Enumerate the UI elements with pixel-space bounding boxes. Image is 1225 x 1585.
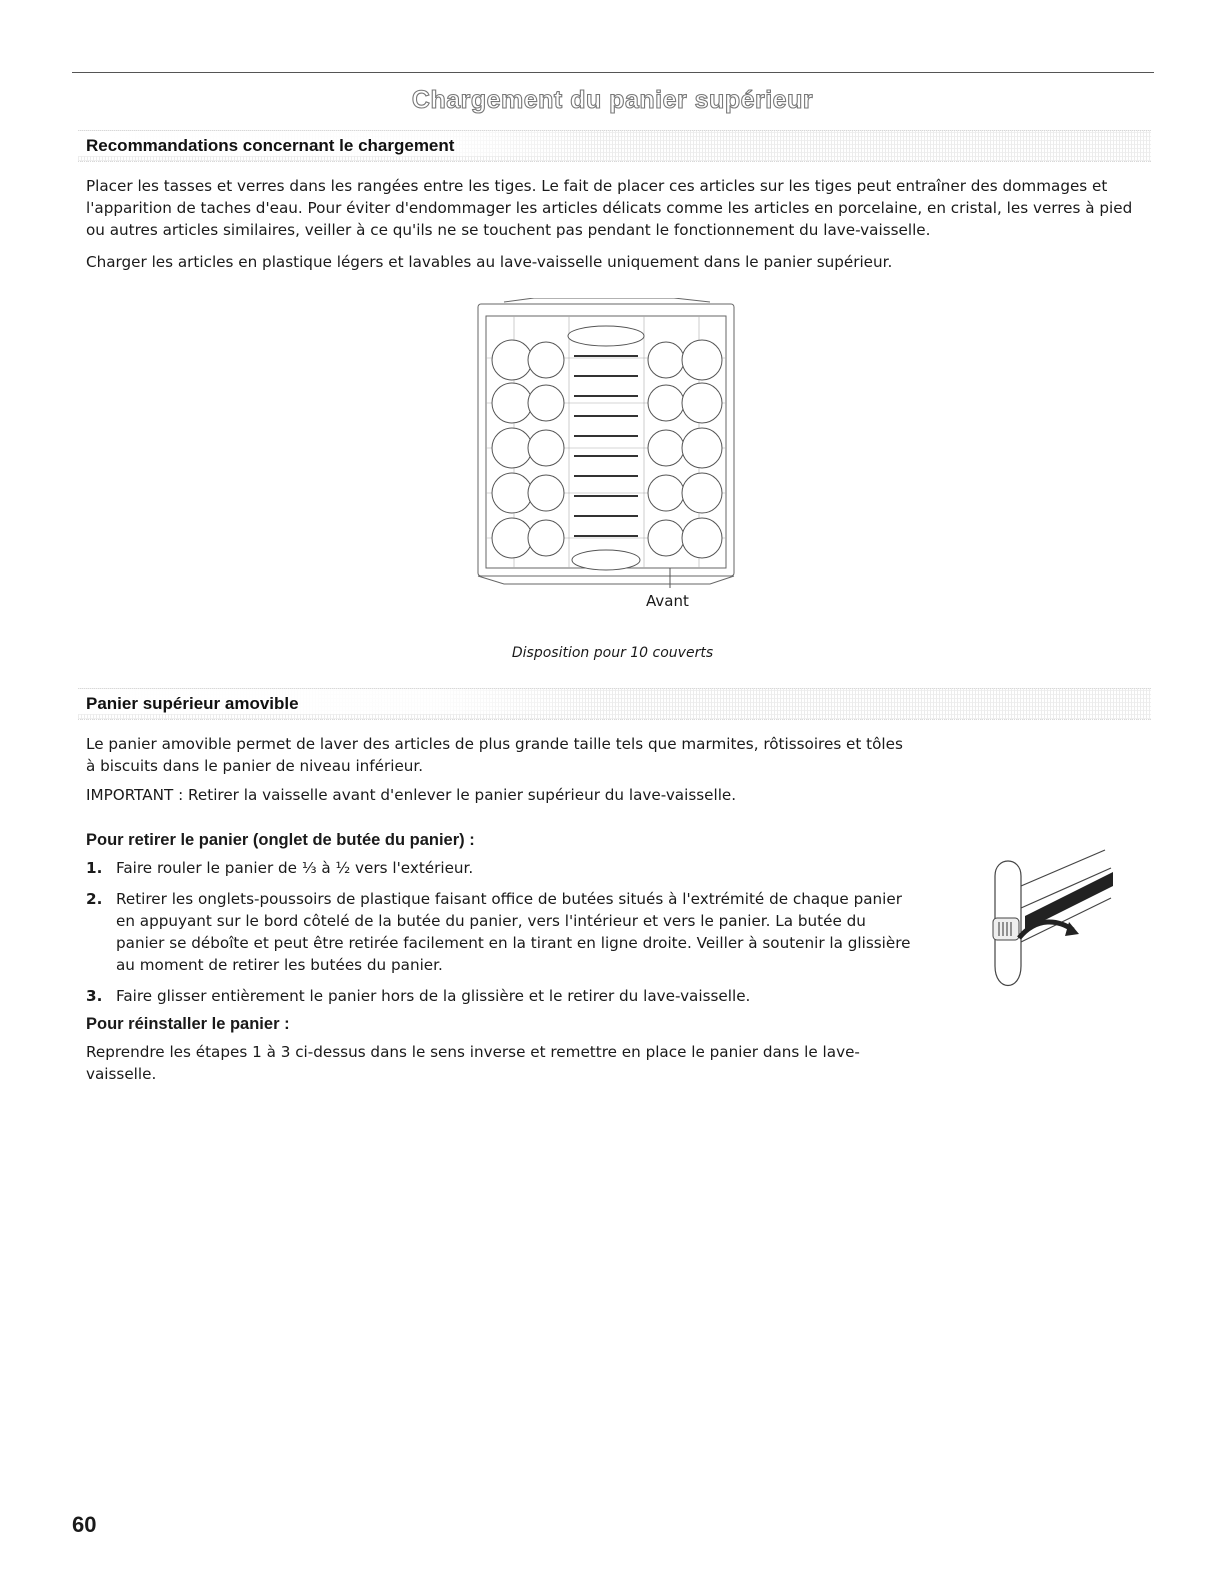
front-label: Avant	[646, 592, 689, 610]
list-item	[86, 888, 916, 976]
reinstall-paragraph: Reprendre les étapes 1 à 3 ci-dessus dans le sens inverse et remettre en place le panier dans le lave-vaisselle.	[86, 1043, 860, 1083]
figure-caption: Disposition pour 10 couverts	[511, 645, 714, 661]
loading-paragraph: Placer les tasses et verres dans les rangées entre les tiges. Le fait de placer ces articles sur les tiges peut entraîner des dommages et l'apparition de taches d'eau. Pour éviter d'endommager les articles délicats comme les articles en porcelaine, en cristal, les verres à pied ou autres articles similaires, veiller à ce qu'ils ne se touchent pas pendant le fonctionnement du lave-vaisselle.	[86, 177, 1133, 239]
section-header-removable-rack	[78, 688, 1151, 720]
step-number: 1.	[86, 859, 103, 877]
section-heading: Panier supérieur amovible	[78, 689, 1151, 714]
remove-rack-heading: Pour retirer le panier (onglet de butée du panier) :	[86, 831, 475, 849]
top-rule	[72, 72, 1154, 73]
list-item	[86, 857, 916, 879]
section-heading: Recommandations concernant le chargement	[78, 131, 1151, 156]
page-number: 60	[72, 1512, 97, 1537]
step-text: Faire glisser entièrement le panier hors de la glissière et le retirer du lave-vaisselle.	[116, 987, 751, 1005]
page-title: Chargement du panier supérieur	[411, 86, 814, 114]
important-note: IMPORTANT : Retirer la vaisselle avant d'enlever le panier supérieur du lave-vaisselle.	[86, 786, 737, 804]
step-number: 3.	[86, 987, 103, 1005]
step-number: 2.	[86, 890, 103, 908]
upper-rack-illustration	[474, 298, 740, 588]
plastic-paragraph: Charger les articles en plastique légers et lavables au lave-vaisselle uniquement dans le panier supérieur.	[86, 253, 893, 271]
removable-rack-paragraph: Le panier amovible permet de laver des articles de plus grande taille tels que marmites, rôtissoires et tôles à biscuits dans le panier de niveau inférieur.	[86, 735, 903, 775]
step-text: Faire rouler le panier de ⅓ à ½ vers l'extérieur.	[116, 859, 474, 877]
step-text: Retirer les onglets-poussoirs de plastique faisant office de butées situés à l'extrémité de chaque panier en appuyant sur le bord côtelé de la butée du panier, vers l'intérieur et vers le panier. La butée du panier se déboîte et peut être retirée facilement en la tirant en ligne droite. Veiller à soutenir la glissière au moment de retirer les butées du panier.	[116, 890, 911, 974]
list-item	[86, 985, 916, 1007]
section-header-loading	[78, 130, 1151, 162]
rack-stop-illustration	[985, 846, 1115, 1002]
reinstall-heading: Pour réinstaller le panier :	[86, 1015, 290, 1033]
